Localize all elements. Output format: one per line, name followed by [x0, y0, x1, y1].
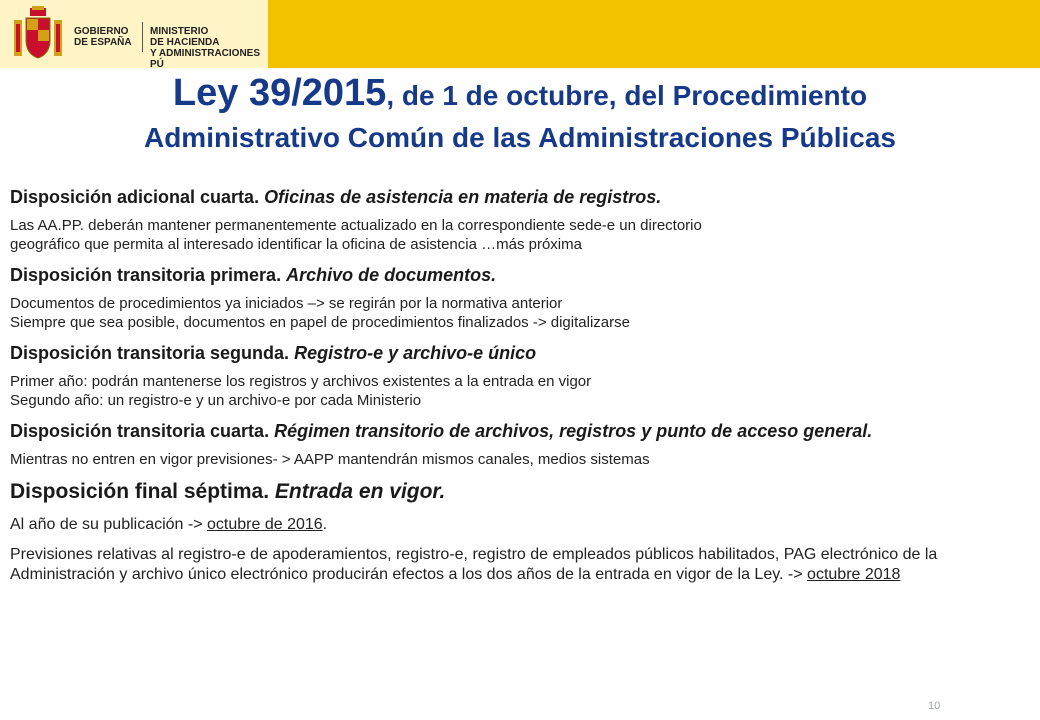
- page-number: 10: [928, 700, 941, 712]
- logo-divider: [142, 22, 143, 52]
- date-2018: octubre 2018: [807, 566, 901, 583]
- final-body-2: Previsiones relativas al registro-e de apoderamientos, registro-e, registro de empleados públicos habilitados, PAG electrónico de la Administración y archivo único electrónico producirán efectos a los dos años de la entrada en vigor de la Ley. -> octubre 2018: [10, 546, 938, 583]
- section-body: Documentos de procedimientos ya iniciados –> se regirán por la normativa anterior Siempre que sea posible, documentos en papel de procedimientos finalizados -> digitalizarse: [10, 295, 630, 331]
- gobierno-label: GOBIERNO DE ESPAÑA: [74, 26, 132, 48]
- section-heading: Disposición transitoria cuarta. Régimen transitorio de archivos, registros y punto de acceso general.: [10, 421, 873, 441]
- final-body-1: Al año de su publicación -> octubre de 2016.: [10, 516, 328, 533]
- final-heading: Disposición final séptima. Entrada en vigor.: [10, 480, 446, 503]
- section-heading: Disposición adicional cuarta. Oficinas de asistencia en materia de registros.: [10, 187, 662, 207]
- section-body: Primer año: podrán mantenerse los registros y archivos existentes a la entrada en vigor Segundo año: un registro-e y un archivo-e por cada Ministerio: [10, 373, 592, 409]
- section-heading: Disposición transitoria segunda. Registro-e y archivo-e único: [10, 343, 537, 363]
- content: [10, 186, 1030, 595]
- date-2016: octubre de 2016: [207, 516, 323, 533]
- title-line-1: Ley 39/2015, de 1 de octubre, del Procedimiento: [172, 72, 868, 114]
- header-bar: [0, 0, 1040, 68]
- title-line-2: Administrativo Común de las Administraciones Públicas: [143, 122, 897, 153]
- government-logo: [0, 0, 268, 68]
- ministerio-label: MINISTERIO DE HACIENDA Y ADMINISTRACIONES PÚ: [150, 26, 261, 70]
- section-body: Las AA.PP. deberán mantener permanentemente actualizado en la correspondiente sede-e un directorio geográfico que permita al interesado identificar la oficina de asistencia …más próxima: [10, 217, 702, 253]
- section-body: Mientras no entren en vigor previsiones- > AAPP mantendrán mismos canales, medios sistemas: [10, 451, 650, 468]
- section-heading: Disposición transitoria primera. Archivo de documentos.: [10, 265, 497, 285]
- coat-of-arms-icon: [10, 6, 66, 62]
